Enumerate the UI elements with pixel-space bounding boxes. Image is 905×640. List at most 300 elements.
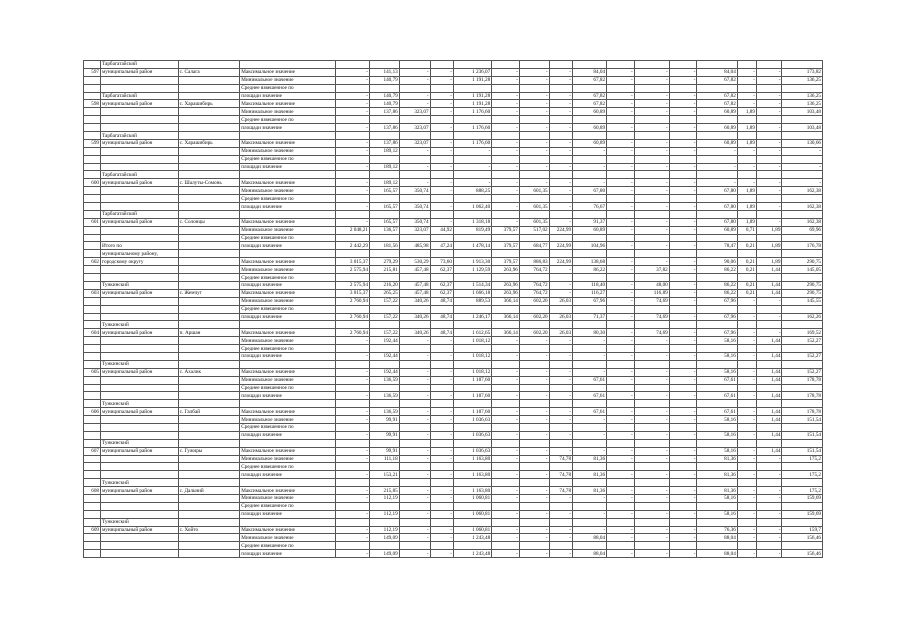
cell-row-number: 598: [84, 100, 101, 108]
cell-col-5: 1 187,60: [453, 376, 491, 384]
cell-col-8: 224,99: [549, 258, 572, 266]
cell-col-8: [549, 423, 572, 431]
table-row: [84, 187, 823, 195]
cell-settlement: [178, 250, 240, 258]
cell-col-15: [756, 234, 782, 242]
cell-col-4: -: [430, 68, 453, 76]
cell-value-type: площади значение: [240, 124, 336, 132]
cell-col-12: -: [669, 108, 697, 116]
cell-col-8: [549, 155, 572, 163]
cell-col-11: 74,69: [634, 313, 669, 321]
cell-row-number: [84, 321, 101, 329]
cell-col-4: -: [430, 376, 453, 384]
cell-row-number: [84, 234, 101, 242]
cell-row-number: [84, 266, 101, 274]
cell-col-2: 136,59: [369, 392, 399, 400]
cell-col-5: [453, 250, 491, 258]
cell-row-number: [84, 345, 101, 353]
cell-municipality: [101, 266, 179, 274]
cell-col-2: [369, 195, 399, 203]
cell-municipality: Тарбагатайский: [101, 132, 179, 140]
cell-col-3: -: [399, 550, 430, 558]
cell-municipality: Тункинский: [101, 479, 179, 487]
cell-col-16: [782, 345, 823, 353]
cell-value-type: Максимальное значение: [240, 447, 336, 455]
cell-col-8: [549, 274, 572, 282]
cell-col-11: [634, 234, 669, 242]
cell-col-11: [634, 132, 669, 140]
cell-col-1: -: [335, 124, 369, 132]
cell-col-15: [756, 274, 782, 282]
cell-settlement: [178, 124, 240, 132]
cell-col-15: -: [756, 68, 782, 76]
cell-municipality: [101, 313, 179, 321]
cell-col-16: [782, 171, 823, 179]
cell-col-15: -: [756, 147, 782, 155]
cell-col-12: -: [669, 526, 697, 534]
cell-col-4: -: [430, 218, 453, 226]
cell-col-11: -: [634, 100, 669, 108]
cell-col-1: -: [335, 76, 369, 84]
cell-col-12: -: [669, 352, 697, 360]
cell-col-14: -: [737, 179, 756, 187]
cell-value-type: [240, 321, 336, 329]
cell-col-14: [737, 360, 756, 368]
cell-municipality: [101, 423, 179, 431]
cell-col-2: 189,12: [369, 147, 399, 155]
cell-settlement: [178, 242, 240, 250]
cell-col-6: -: [492, 76, 520, 84]
cell-col-6: 366,14: [492, 313, 520, 321]
cell-row-number: [84, 297, 101, 305]
cell-col-8: -: [549, 494, 572, 502]
cell-col-4: -: [430, 392, 453, 400]
cell-col-6: -: [492, 203, 520, 211]
cell-value-type: [240, 132, 336, 140]
table-row: [84, 329, 823, 337]
cell-value-type: площади значение: [240, 92, 336, 100]
cell-municipality: муниципальный район: [101, 526, 179, 534]
cell-col-10: -: [607, 163, 635, 171]
cell-col-2: [369, 502, 399, 510]
cell-row-number: [84, 195, 101, 203]
cell-col-7: -: [519, 447, 549, 455]
cell-col-4: [430, 345, 453, 353]
table-row: [84, 526, 823, 534]
cell-col-12: [669, 502, 697, 510]
cell-col-7: -: [519, 534, 549, 542]
cell-value-type: Минимальное значение: [240, 226, 336, 234]
cell-col-12: -: [669, 487, 697, 495]
cell-col-4: -: [430, 368, 453, 376]
cell-col-16: 103,48: [782, 108, 823, 116]
cell-value-type: площади значение: [240, 550, 336, 558]
cell-col-3: -: [399, 179, 430, 187]
cell-col-15: -: [756, 510, 782, 518]
cell-col-15: [756, 210, 782, 218]
cell-col-13: [697, 400, 737, 408]
cell-col-1: [335, 439, 369, 447]
cell-col-14: [737, 234, 756, 242]
cell-col-14: [737, 210, 756, 218]
cell-value-type: Среднее взвешенное по: [240, 84, 336, 92]
cell-col-11: [634, 116, 669, 124]
cell-col-6: -: [492, 337, 520, 345]
cell-col-9: -: [573, 337, 607, 345]
cell-col-9: 91,37: [573, 218, 607, 226]
cell-municipality: [101, 463, 179, 471]
cell-municipality: [101, 108, 179, 116]
cell-col-16: 178,78: [782, 408, 823, 416]
cell-col-16: 159,7: [782, 526, 823, 534]
cell-col-8: -: [549, 447, 572, 455]
cell-col-13: 78,47: [697, 242, 737, 250]
cell-municipality: Тункинский: [101, 360, 179, 368]
cell-col-16: 178,78: [782, 376, 823, 384]
cell-col-16: [782, 155, 823, 163]
cell-col-12: -: [669, 329, 697, 337]
cell-col-10: [607, 61, 635, 69]
cell-col-12: [669, 305, 697, 313]
table-row: [84, 423, 823, 431]
cell-row-number: [84, 352, 101, 360]
cell-row-number: 600: [84, 179, 101, 187]
cell-col-11: -: [634, 455, 669, 463]
cell-value-type: [240, 250, 336, 258]
cell-col-8: -: [549, 76, 572, 84]
cell-municipality: [101, 297, 179, 305]
table-row: [84, 226, 823, 234]
cell-col-3: [399, 234, 430, 242]
cell-col-3: 323,07: [399, 139, 430, 147]
cell-col-3: [399, 305, 430, 313]
cell-settlement: с. Дальний: [178, 487, 240, 495]
cell-col-10: -: [607, 203, 635, 211]
cell-col-2: 279,29: [369, 258, 399, 266]
cell-col-2: [369, 321, 399, 329]
cell-col-10: -: [607, 242, 635, 250]
cell-municipality: [101, 345, 179, 353]
cell-col-15: -: [756, 179, 782, 187]
cell-value-type: Максимальное значение: [240, 139, 336, 147]
table-row: [84, 463, 823, 471]
cell-col-1: [335, 171, 369, 179]
cell-col-3: -: [399, 68, 430, 76]
cell-col-11: -: [634, 416, 669, 424]
cell-col-11: -: [634, 526, 669, 534]
cell-settlement: [178, 550, 240, 558]
cell-col-6: -: [492, 392, 520, 400]
cell-col-4: [430, 171, 453, 179]
cell-col-2: 165,57: [369, 187, 399, 195]
cell-col-1: [335, 155, 369, 163]
cell-col-3: 530,29: [399, 258, 430, 266]
cell-municipality: Тункинский: [101, 400, 179, 408]
cell-col-9: 76,67: [573, 203, 607, 211]
cell-col-1: -: [335, 139, 369, 147]
cell-col-7: 602,20: [519, 297, 549, 305]
data-table: [83, 60, 823, 558]
cell-row-number: [84, 471, 101, 479]
cell-col-9: 81,36: [573, 455, 607, 463]
cell-col-12: -: [669, 297, 697, 305]
cell-col-4: [430, 195, 453, 203]
cell-col-14: -: [737, 163, 756, 171]
cell-municipality: [101, 534, 179, 542]
cell-col-8: -: [549, 163, 572, 171]
cell-col-10: -: [607, 447, 635, 455]
cell-col-2: 165,57: [369, 218, 399, 226]
cell-settlement: с. Галбай: [178, 408, 240, 416]
cell-col-1: -: [335, 510, 369, 518]
cell-col-5: 889,53: [453, 297, 491, 305]
cell-col-1: -: [335, 68, 369, 76]
cell-municipality: [101, 510, 179, 518]
cell-col-10: -: [607, 179, 635, 187]
cell-col-10: [607, 155, 635, 163]
cell-col-3: 485,98: [399, 242, 430, 250]
cell-col-16: [782, 84, 823, 92]
table-row: [84, 147, 823, 155]
cell-col-11: -: [634, 510, 669, 518]
cell-municipality: [101, 550, 179, 558]
cell-col-3: 340,26: [399, 297, 430, 305]
cell-col-1: -: [335, 218, 369, 226]
cell-col-1: [335, 305, 369, 313]
cell-col-5: 1 318,18: [453, 218, 491, 226]
cell-col-2: 136,57: [369, 226, 399, 234]
table-row: [84, 281, 823, 289]
cell-col-14: -: [737, 431, 756, 439]
cell-row-number: [84, 518, 101, 526]
cell-col-15: 1,44: [756, 266, 782, 274]
cell-col-2: [369, 171, 399, 179]
cell-col-16: -: [782, 179, 823, 187]
cell-col-1: [335, 463, 369, 471]
cell-value-type: Среднее взвешенное по: [240, 305, 336, 313]
cell-col-5: 1 243,48: [453, 550, 491, 558]
cell-col-6: [492, 345, 520, 353]
table-row: [84, 132, 823, 140]
cell-col-1: [335, 321, 369, 329]
cell-col-1: -: [335, 337, 369, 345]
cell-row-number: [84, 313, 101, 321]
cell-col-10: -: [607, 329, 635, 337]
cell-col-7: [519, 274, 549, 282]
cell-col-14: [737, 463, 756, 471]
cell-col-1: [335, 518, 369, 526]
cell-col-10: -: [607, 526, 635, 534]
cell-col-1: 2 048,21: [335, 226, 369, 234]
cell-col-1: -: [335, 92, 369, 100]
cell-col-13: [697, 210, 737, 218]
cell-value-type: Минимальное значение: [240, 297, 336, 305]
cell-settlement: [178, 76, 240, 84]
cell-col-3: [399, 479, 430, 487]
cell-col-13: 58,16: [697, 494, 737, 502]
cell-col-7: [519, 84, 549, 92]
cell-value-type: Среднее взвешенное по: [240, 234, 336, 242]
cell-col-8: [549, 116, 572, 124]
cell-col-11: [634, 502, 669, 510]
cell-municipality: муниципальный район: [101, 408, 179, 416]
cell-col-6: [492, 171, 520, 179]
table-row: [84, 210, 823, 218]
cell-municipality: [101, 147, 179, 155]
cell-settlement: [178, 274, 240, 282]
cell-col-13: 67,61: [697, 376, 737, 384]
cell-municipality: [101, 187, 179, 195]
cell-col-2: 265,25: [369, 289, 399, 297]
cell-municipality: [101, 431, 179, 439]
cell-col-16: 162,26: [782, 313, 823, 321]
cell-col-10: [607, 274, 635, 282]
cell-col-6: -: [492, 408, 520, 416]
cell-value-type: площади значение: [240, 281, 336, 289]
cell-col-7: -: [519, 431, 549, 439]
cell-col-11: -: [634, 163, 669, 171]
cell-col-12: -: [669, 124, 697, 132]
cell-col-15: [756, 345, 782, 353]
cell-col-10: -: [607, 226, 635, 234]
cell-col-6: 263,96: [492, 266, 520, 274]
cell-col-2: 192,44: [369, 368, 399, 376]
cell-row-number: 601: [84, 218, 101, 226]
table-row: [84, 416, 823, 424]
cell-col-7: [519, 463, 549, 471]
cell-col-9: [573, 518, 607, 526]
cell-col-12: -: [669, 92, 697, 100]
cell-col-10: -: [607, 416, 635, 424]
cell-col-9: [573, 274, 607, 282]
cell-col-14: 0,71: [737, 226, 756, 234]
cell-col-16: [782, 250, 823, 258]
cell-col-10: -: [607, 408, 635, 416]
cell-col-6: [492, 305, 520, 313]
cell-col-14: [737, 518, 756, 526]
cell-col-14: -: [737, 471, 756, 479]
cell-col-9: [573, 439, 607, 447]
cell-col-12: -: [669, 510, 697, 518]
cell-value-type: [240, 439, 336, 447]
cell-col-16: [782, 384, 823, 392]
cell-col-8: [549, 479, 572, 487]
cell-col-7: 601,35: [519, 187, 549, 195]
cell-value-type: [240, 61, 336, 69]
cell-col-10: -: [607, 124, 635, 132]
cell-col-7: -: [519, 510, 549, 518]
cell-col-13: [697, 171, 737, 179]
cell-col-8: -: [549, 147, 572, 155]
cell-col-16: [782, 542, 823, 550]
cell-col-11: -: [634, 242, 669, 250]
cell-col-14: [737, 305, 756, 313]
cell-col-15: -: [756, 108, 782, 116]
cell-col-7: [519, 195, 549, 203]
cell-col-2: [369, 384, 399, 392]
cell-col-14: [737, 132, 756, 140]
cell-col-2: 189,12: [369, 163, 399, 171]
cell-col-8: -: [549, 550, 572, 558]
cell-col-2: [369, 439, 399, 447]
cell-col-8: -: [549, 108, 572, 116]
cell-col-14: -: [737, 550, 756, 558]
cell-value-type: Максимальное значение: [240, 218, 336, 226]
cell-col-4: [430, 274, 453, 282]
cell-col-3: -: [399, 494, 430, 502]
cell-col-9: 118,40: [573, 281, 607, 289]
cell-col-14: -: [737, 494, 756, 502]
cell-settlement: с. Солонцы: [178, 218, 240, 226]
cell-row-number: [84, 187, 101, 195]
cell-col-7: [519, 345, 549, 353]
cell-col-8: -: [549, 526, 572, 534]
cell-col-16: 152,27: [782, 352, 823, 360]
table-row: [84, 479, 823, 487]
cell-col-9: -: [573, 163, 607, 171]
cell-col-11: -: [634, 218, 669, 226]
cell-col-15: -: [756, 534, 782, 542]
cell-col-9: 71,37: [573, 313, 607, 321]
table-row: [84, 384, 823, 392]
cell-col-16: [782, 210, 823, 218]
cell-col-13: 88,04: [697, 550, 737, 558]
cell-col-3: 350,74: [399, 218, 430, 226]
cell-col-6: 379,57: [492, 242, 520, 250]
cell-col-5: 1 018,12: [453, 337, 491, 345]
cell-col-2: 215,85: [369, 487, 399, 495]
cell-col-9: [573, 84, 607, 92]
cell-col-5: [453, 132, 491, 140]
cell-col-3: -: [399, 455, 430, 463]
cell-col-6: -: [492, 163, 520, 171]
cell-col-2: [369, 542, 399, 550]
cell-col-12: [669, 195, 697, 203]
cell-col-4: -: [430, 92, 453, 100]
cell-settlement: [178, 313, 240, 321]
cell-col-14: 0,21: [737, 289, 756, 297]
table-row: [84, 494, 823, 502]
cell-col-4: -: [430, 487, 453, 495]
cell-col-1: -: [335, 179, 369, 187]
cell-col-16: 103,48: [782, 124, 823, 132]
cell-col-10: -: [607, 139, 635, 147]
cell-col-15: [756, 360, 782, 368]
cell-col-12: -: [669, 313, 697, 321]
cell-col-3: -: [399, 352, 430, 360]
cell-col-14: [737, 274, 756, 282]
cell-municipality: Тункинский: [101, 439, 179, 447]
cell-col-5: 1 478,14: [453, 242, 491, 250]
cell-municipality: муниципальный район: [101, 289, 179, 297]
cell-col-7: [519, 61, 549, 69]
cell-col-5: 1 514,34: [453, 281, 491, 289]
cell-col-3: 340,26: [399, 313, 430, 321]
cell-col-2: [369, 400, 399, 408]
cell-value-type: [240, 400, 336, 408]
cell-col-14: 1,89: [737, 108, 756, 116]
cell-col-15: 1,44: [756, 392, 782, 400]
cell-municipality: муниципальный район: [101, 218, 179, 226]
table-row: [84, 68, 823, 76]
cell-col-9: 67,82: [573, 92, 607, 100]
cell-col-4: -: [430, 337, 453, 345]
cell-col-2: [369, 116, 399, 124]
cell-col-2: [369, 479, 399, 487]
cell-col-13: 60,89: [697, 124, 737, 132]
cell-col-8: [549, 84, 572, 92]
cell-col-12: [669, 542, 697, 550]
